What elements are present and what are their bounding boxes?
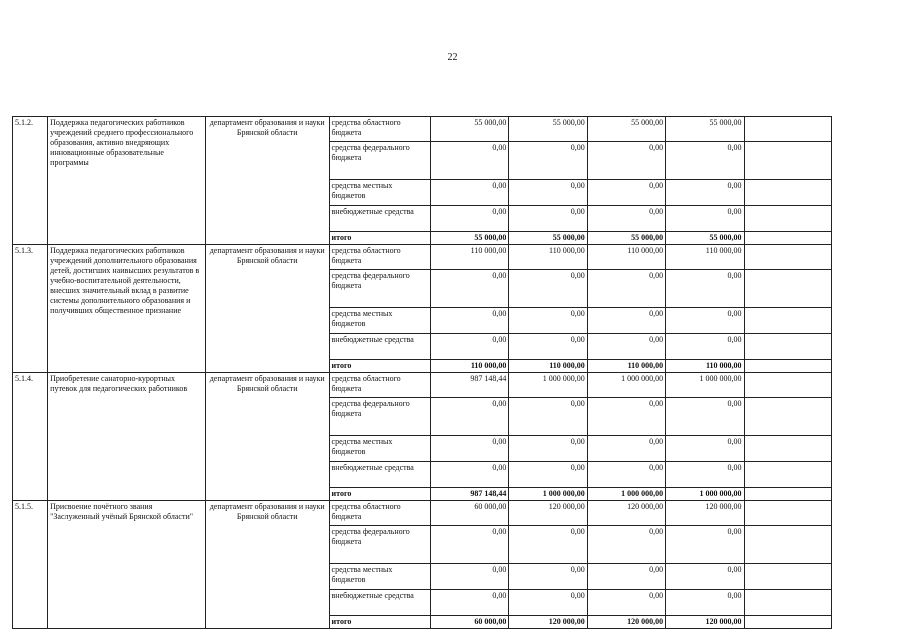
amount-cell: 0,00 xyxy=(509,142,587,180)
amount-cell: 0,00 xyxy=(431,142,509,180)
amount-cell: 0,00 xyxy=(509,564,587,590)
amount-cell: 55 000,00 xyxy=(587,232,665,245)
amount-cell: 60 000,00 xyxy=(431,501,509,526)
amount-cell: 55 000,00 xyxy=(587,117,665,142)
empty-cell xyxy=(744,590,832,616)
funding-source: итого xyxy=(329,232,430,245)
amount-cell: 0,00 xyxy=(509,270,587,308)
item-code: 5.1.2. xyxy=(13,117,48,245)
amount-cell: 0,00 xyxy=(431,206,509,232)
amount-cell: 0,00 xyxy=(509,590,587,616)
funding-source: итого xyxy=(329,360,430,373)
funding-source: средства федерального бюджета xyxy=(329,526,430,564)
amount-cell: 0,00 xyxy=(509,334,587,360)
amount-cell: 0,00 xyxy=(666,590,744,616)
empty-cell xyxy=(744,308,832,334)
item-name: Поддержка педагогических работников учреждений дополнительного образования детей, достигших наивысших результатов в учебно-воспитательной деятельности, внесших значительный вклад в развитие системы дополнительного образования и получивших общественное признание xyxy=(48,245,206,373)
budget-table xyxy=(12,116,832,629)
amount-cell: 120 000,00 xyxy=(509,501,587,526)
funding-source: средства федерального бюджета xyxy=(329,398,430,436)
amount-cell: 0,00 xyxy=(666,564,744,590)
empty-cell xyxy=(744,488,832,501)
empty-cell xyxy=(744,270,832,308)
empty-cell xyxy=(744,501,832,526)
empty-cell xyxy=(744,142,832,180)
amount-cell: 0,00 xyxy=(587,436,665,462)
amount-cell: 0,00 xyxy=(666,334,744,360)
funding-source: средства федерального бюджета xyxy=(329,142,430,180)
amount-cell: 55 000,00 xyxy=(666,232,744,245)
amount-cell: 110 000,00 xyxy=(509,245,587,270)
amount-cell: 0,00 xyxy=(431,308,509,334)
item-name: Присвоение почётного звания "Заслуженный учёный Брянской области" xyxy=(48,501,206,629)
funding-source: внебюджетные средства xyxy=(329,590,430,616)
amount-cell: 0,00 xyxy=(587,308,665,334)
amount-cell: 0,00 xyxy=(509,308,587,334)
funding-source: средства областного бюджета xyxy=(329,117,430,142)
amount-cell: 110 000,00 xyxy=(666,360,744,373)
responsible-department: департамент образования и науки Брянской области xyxy=(205,245,329,373)
responsible-department: департамент образования и науки Брянской области xyxy=(205,117,329,245)
amount-cell: 0,00 xyxy=(666,180,744,206)
amount-cell: 120 000,00 xyxy=(666,501,744,526)
empty-cell xyxy=(744,564,832,590)
amount-cell: 0,00 xyxy=(587,526,665,564)
funding-source: внебюджетные средства xyxy=(329,206,430,232)
amount-cell: 0,00 xyxy=(509,526,587,564)
funding-source: внебюджетные средства xyxy=(329,334,430,360)
funding-source: итого xyxy=(329,488,430,501)
amount-cell: 0,00 xyxy=(666,526,744,564)
amount-cell: 1 000 000,00 xyxy=(587,373,665,398)
item-name: Приобретение санаторно-курортных путевок для педагогических работников xyxy=(48,373,206,501)
empty-cell xyxy=(744,206,832,232)
amount-cell: 0,00 xyxy=(587,142,665,180)
amount-cell: 1 000 000,00 xyxy=(509,488,587,501)
amount-cell: 0,00 xyxy=(587,270,665,308)
empty-cell xyxy=(744,462,832,488)
amount-cell: 0,00 xyxy=(431,590,509,616)
empty-cell xyxy=(744,398,832,436)
item-name: Поддержка педагогических работников учреждений среднего профессионального образования, активно внедряющих инновационные образовательные программы xyxy=(48,117,206,245)
amount-cell: 0,00 xyxy=(431,180,509,206)
amount-cell: 0,00 xyxy=(509,462,587,488)
amount-cell: 0,00 xyxy=(509,436,587,462)
budget-table-body xyxy=(13,117,832,629)
empty-cell xyxy=(744,232,832,245)
empty-cell xyxy=(744,117,832,142)
amount-cell: 120 000,00 xyxy=(587,501,665,526)
responsible-department: департамент образования и науки Брянской области xyxy=(205,501,329,629)
funding-source: средства местных бюджетов xyxy=(329,564,430,590)
amount-cell: 55 000,00 xyxy=(666,117,744,142)
amount-cell: 0,00 xyxy=(587,590,665,616)
amount-cell: 110 000,00 xyxy=(509,360,587,373)
amount-cell: 0,00 xyxy=(431,334,509,360)
amount-cell: 120 000,00 xyxy=(509,616,587,629)
empty-cell xyxy=(744,360,832,373)
funding-source: средства областного бюджета xyxy=(329,373,430,398)
amount-cell: 110 000,00 xyxy=(431,245,509,270)
funding-source: средства местных бюджетов xyxy=(329,180,430,206)
amount-cell: 0,00 xyxy=(431,270,509,308)
empty-cell xyxy=(744,436,832,462)
amount-cell: 120 000,00 xyxy=(587,616,665,629)
funding-source: средства областного бюджета xyxy=(329,245,430,270)
responsible-department: департамент образования и науки Брянской области xyxy=(205,373,329,501)
amount-cell: 0,00 xyxy=(666,398,744,436)
amount-cell: 987 148,44 xyxy=(431,373,509,398)
amount-cell: 110 000,00 xyxy=(666,245,744,270)
funding-source: средства федерального бюджета xyxy=(329,270,430,308)
amount-cell: 55 000,00 xyxy=(431,117,509,142)
amount-cell: 0,00 xyxy=(666,270,744,308)
amount-cell: 55 000,00 xyxy=(509,232,587,245)
amount-cell: 0,00 xyxy=(431,564,509,590)
amount-cell: 0,00 xyxy=(509,206,587,232)
amount-cell: 0,00 xyxy=(666,436,744,462)
amount-cell: 110 000,00 xyxy=(587,360,665,373)
empty-cell xyxy=(744,245,832,270)
amount-cell: 0,00 xyxy=(431,526,509,564)
amount-cell: 0,00 xyxy=(587,334,665,360)
amount-cell: 1 000 000,00 xyxy=(666,373,744,398)
empty-cell xyxy=(744,373,832,398)
amount-cell: 0,00 xyxy=(431,398,509,436)
amount-cell: 55 000,00 xyxy=(431,232,509,245)
amount-cell: 120 000,00 xyxy=(666,616,744,629)
empty-cell xyxy=(744,526,832,564)
amount-cell: 0,00 xyxy=(666,206,744,232)
amount-cell: 0,00 xyxy=(666,308,744,334)
amount-cell: 0,00 xyxy=(431,436,509,462)
item-code: 5.1.3. xyxy=(13,245,48,373)
funding-source: итого xyxy=(329,616,430,629)
amount-cell: 0,00 xyxy=(587,564,665,590)
amount-cell: 0,00 xyxy=(587,462,665,488)
source-row xyxy=(13,501,832,526)
amount-cell: 110 000,00 xyxy=(587,245,665,270)
empty-cell xyxy=(744,616,832,629)
empty-cell xyxy=(744,180,832,206)
amount-cell: 0,00 xyxy=(666,142,744,180)
source-row xyxy=(13,117,832,142)
funding-source: средства местных бюджетов xyxy=(329,436,430,462)
item-code: 5.1.4. xyxy=(13,373,48,501)
empty-cell xyxy=(744,334,832,360)
amount-cell: 60 000,00 xyxy=(431,616,509,629)
amount-cell: 0,00 xyxy=(587,398,665,436)
amount-cell: 987 148,44 xyxy=(431,488,509,501)
amount-cell: 55 000,00 xyxy=(509,117,587,142)
amount-cell: 110 000,00 xyxy=(431,360,509,373)
funding-source: средства местных бюджетов xyxy=(329,308,430,334)
amount-cell: 0,00 xyxy=(587,206,665,232)
amount-cell: 0,00 xyxy=(431,462,509,488)
source-row xyxy=(13,373,832,398)
funding-source: средства областного бюджета xyxy=(329,501,430,526)
source-row xyxy=(13,245,832,270)
amount-cell: 0,00 xyxy=(666,462,744,488)
amount-cell: 1 000 000,00 xyxy=(509,373,587,398)
amount-cell: 1 000 000,00 xyxy=(587,488,665,501)
item-code: 5.1.5. xyxy=(13,501,48,629)
amount-cell: 0,00 xyxy=(509,398,587,436)
amount-cell: 0,00 xyxy=(587,180,665,206)
funding-source: внебюджетные средства xyxy=(329,462,430,488)
amount-cell: 1 000 000,00 xyxy=(666,488,744,501)
page-number: 22 xyxy=(447,52,458,63)
amount-cell: 0,00 xyxy=(509,180,587,206)
